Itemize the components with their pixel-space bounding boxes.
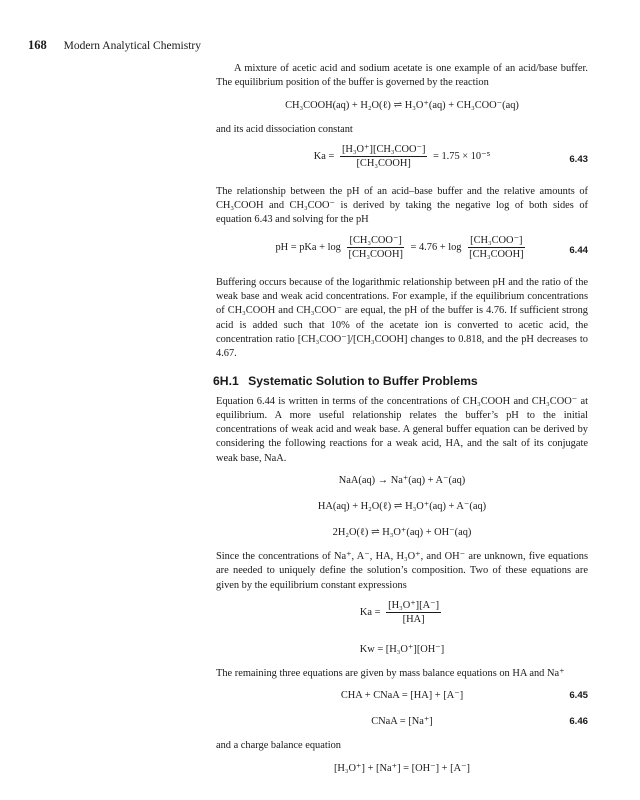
paragraph-unknowns: Since the concentrations of Na⁺, A⁻, HA, H₃O⁺, and OH⁻ are unknown, five equations are needed to uniquely define the solution’s composition. Two of these equations are given by the equilibrium constant expressions (216, 551, 588, 591)
ka2-fraction (386, 599, 441, 626)
paragraph-buffering: Buffering occurs because of the logarithmic relationship between pH and the ratio of the weak base and weak acid concentrations. For example, if the equilibrium concentrations of CH₃COOH and CH₃COO⁻ are equal, the pH of the buffer is 4.76. If sufficient strong acid is added such that 10% of the acetate ion is converted to acetic acid, the concentration ratio [CH₃COO⁻]/[CH₃COOH] changes to 0.818, and the pH decreases to 4.67. (216, 276, 588, 360)
ph-numerator-2: [CH₃COO⁻] (470, 234, 523, 246)
paragraph-intro: A mixture of acetic acid and sodium acetate is one example of an acid/base buffer. The equilibrium position of the buffer is governed by the reaction (216, 63, 588, 89)
equation-text: HA(aq) + H₂O(ℓ) ⇌ H₃O⁺(aq) + A⁻(aq) (317, 501, 487, 513)
equation-6-46 (216, 713, 588, 731)
equation-text: CH₃COOH(aq) + H₂O(ℓ) ⇌ H₃O⁺(aq) + CH₃COO⁻(aq) (285, 99, 519, 111)
equation-text: Kw = [H₃O⁺][OH⁻] (359, 643, 445, 655)
equation-number: 6.45 (569, 690, 588, 702)
equation-charge-balance (216, 760, 588, 778)
ph-fraction-1 (346, 234, 404, 261)
paragraph-ka-intro: and its acid dissociation constant (216, 123, 353, 135)
page-body (213, 62, 588, 786)
equation-6-45 (216, 687, 588, 705)
equation-naa-dissociation (216, 472, 588, 490)
page-number: 168 (28, 38, 47, 52)
ka-rhs: = 1.75 × 10⁻⁵ (433, 150, 491, 162)
section-title: Systematic Solution to Buffer Problems (248, 373, 478, 388)
ph-lhs: pH = pKa + log (275, 241, 341, 253)
equation-kw (216, 641, 588, 659)
section-number: 6H.1 (213, 373, 239, 388)
paragraph-ph-derivation: The relationship between the pH of an acid–base buffer and the relative amounts of CH₃COOH and CH₃COO⁻ is derived by taking the negative log of both sides of equation 6.43 and solving for the pH (216, 185, 588, 226)
ph-numerator-1: [CH₃COO⁻] (349, 234, 402, 246)
equation-text: [H₃O⁺] + [Na⁺] = [OH⁻] + [A⁻] (333, 762, 471, 774)
ka2-numerator: [H₃O⁺][A⁻] (388, 599, 440, 611)
page-header (28, 38, 201, 53)
ph-denominator-2: [CH₃COOH] (469, 248, 524, 260)
ph-denominator-1: [CH₃COOH] (348, 248, 403, 260)
ka2-lhs: Ka = (359, 606, 381, 618)
equation-text: CNaA = [Na⁺] (371, 716, 433, 728)
equation-text: 2H₂O(ℓ) ⇌ H₃O⁺(aq) + OH⁻(aq) (332, 527, 472, 539)
ph-fraction-2 (467, 234, 525, 261)
section-heading (213, 374, 588, 388)
equation-ka-ha (216, 599, 588, 633)
equation-number: 6.46 (569, 716, 588, 728)
equation-ha-dissociation (216, 498, 588, 516)
paragraph-mass-balance: The remaining three equations are given by mass balance equations on HA and Na⁺ (216, 667, 565, 679)
equation-number: 6.44 (569, 244, 588, 256)
ph-mid: = 4.76 + log (410, 241, 462, 253)
ka-fraction (340, 143, 427, 170)
ka-lhs: Ka = (313, 150, 335, 162)
ka-numerator: [H₃O⁺][CH₃COO⁻] (341, 143, 426, 155)
equation-text: CHA + CNaA = [HA] + [A⁻] (340, 690, 464, 702)
ka-denominator: [CH₃COOH] (356, 157, 411, 169)
equation-6-44 (216, 234, 588, 268)
equation-6-43 (216, 143, 588, 177)
equation-water-dissociation (216, 524, 588, 542)
paragraph-general-buffer: Equation 6.44 is written in terms of the concentrations of CH₃COOH and CH₃COO⁻ at equilibrium. A more useful relationship relates the buffer’s pH to the initial concentrations of weak acid and weak base. A general buffer equation can be derived by considering the following reactions for a weak acid, HA, and the salt of its conjugate weak base, NaA. (216, 395, 588, 464)
running-title: Modern Analytical Chemistry (63, 40, 201, 52)
equation-number: 6.43 (569, 153, 588, 165)
paragraph-charge-balance: and a charge balance equation (216, 740, 342, 752)
equation-text: NaA(aq) → Na⁺(aq) + A⁻(aq) (338, 475, 466, 487)
equation-acetic-acid-reaction (216, 97, 588, 115)
ka2-denominator: [HA] (402, 613, 425, 625)
